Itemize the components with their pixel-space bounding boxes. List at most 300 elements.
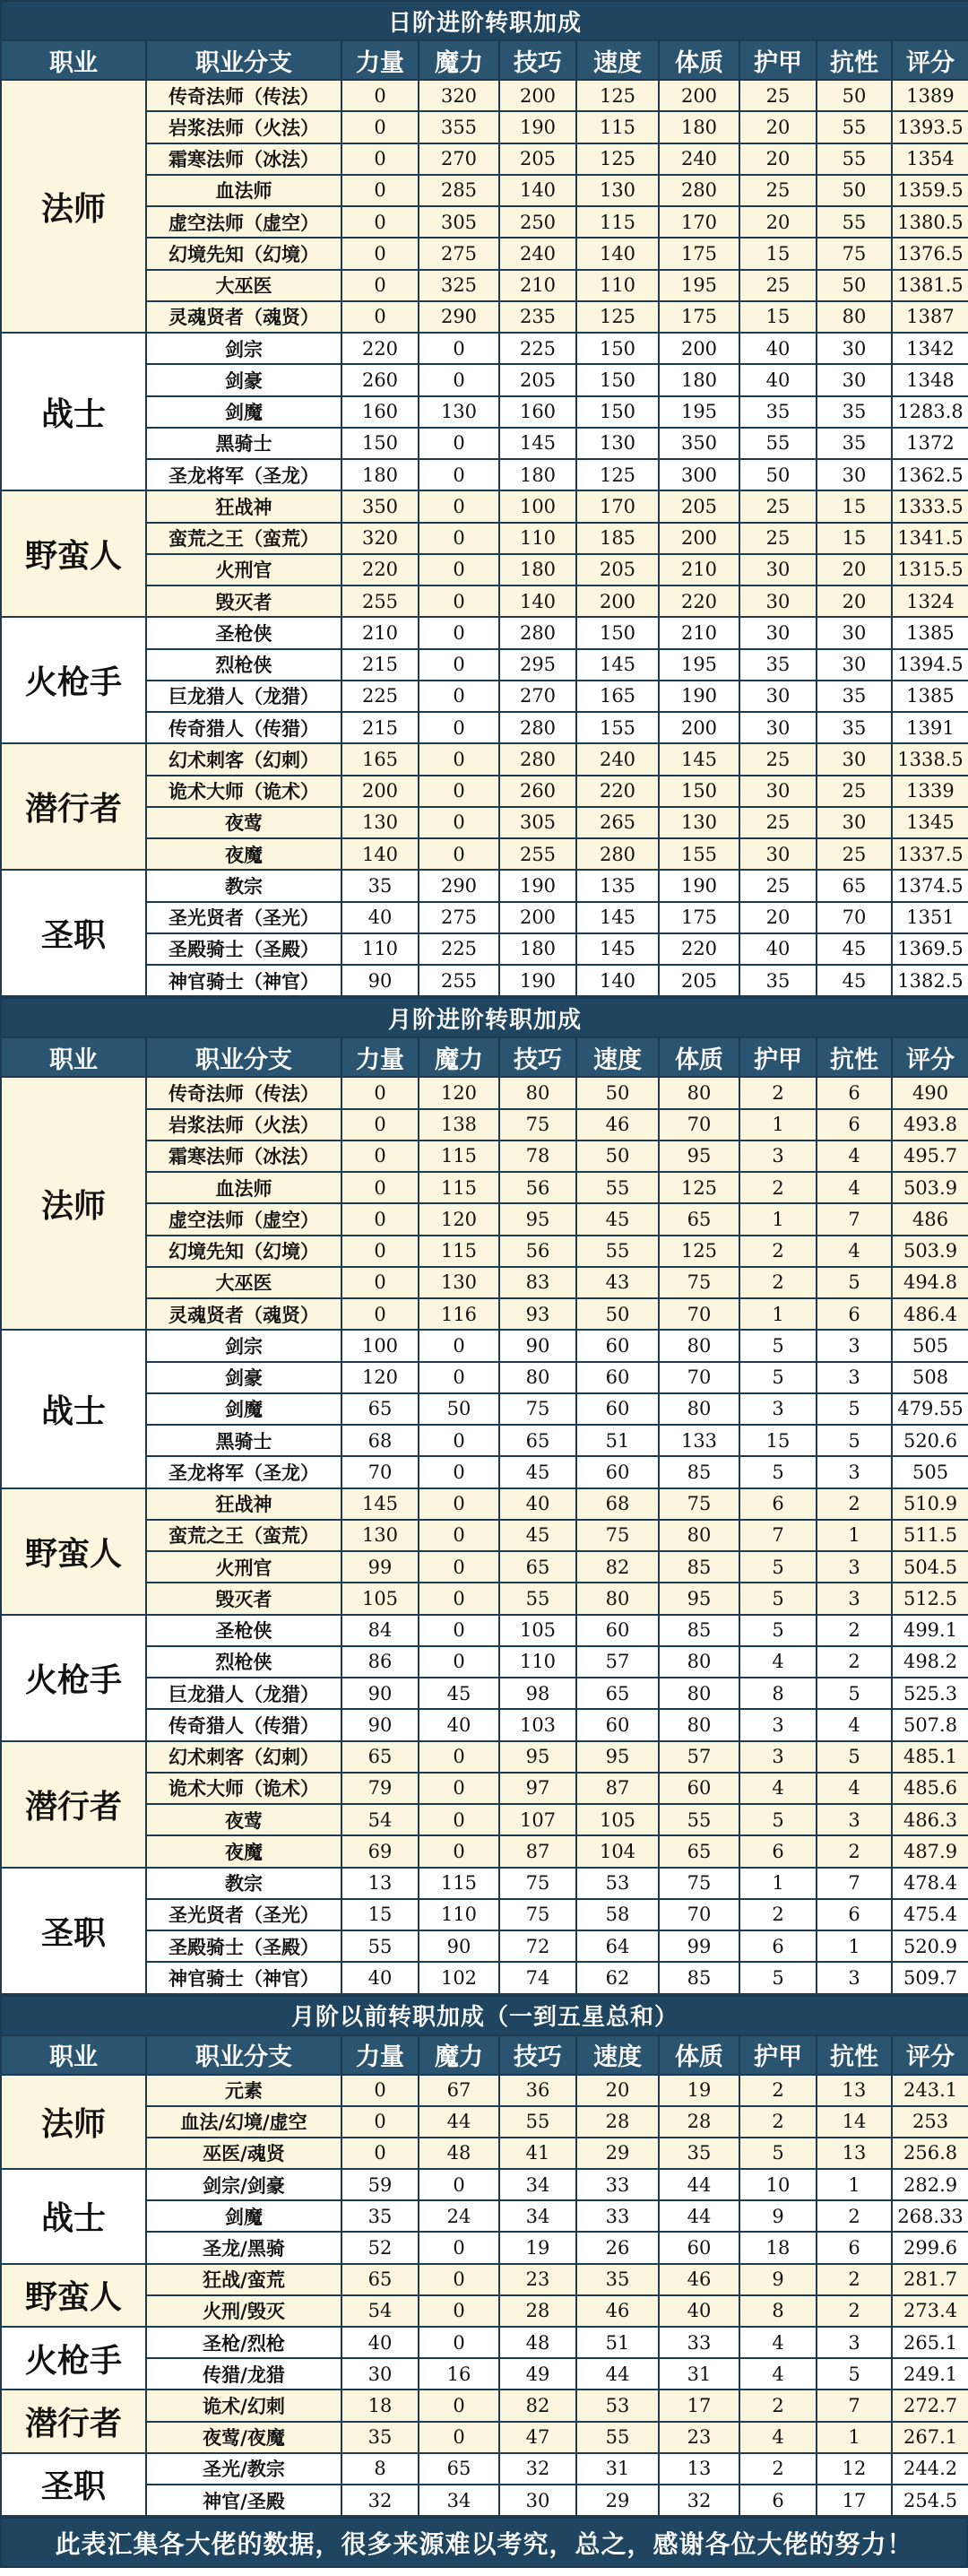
stat-cell: 6 [817, 2232, 892, 2263]
stat-cell: 220 [341, 333, 419, 364]
stat-cell: 65 [499, 1551, 576, 1583]
stat-cell: 35 [817, 396, 892, 428]
stat-cell: 244.2 [892, 2453, 968, 2485]
stat-cell: 485.6 [892, 1773, 968, 1804]
column-header: 技巧 [499, 2035, 576, 2075]
stat-cell: 5 [817, 1425, 892, 1456]
stat-cell: 44 [576, 2358, 659, 2390]
stat-cell: 30 [817, 333, 892, 364]
stat-cell: 35 [817, 428, 892, 459]
stat-cell: 475.4 [892, 1899, 968, 1930]
stat-cell: 7 [817, 1203, 892, 1235]
stat-cell: 299.6 [892, 2232, 968, 2263]
table-row [1, 206, 968, 238]
branch-cell: 教宗 [146, 1868, 341, 1899]
stat-cell: 130 [659, 807, 739, 838]
stat-cell: 120 [419, 1203, 499, 1235]
stat-cell: 2 [817, 1835, 892, 1867]
stat-cell: 50 [576, 1298, 659, 1330]
stat-cell: 0 [341, 1298, 419, 1330]
stat-cell: 48 [419, 2138, 499, 2169]
stat-cell: 70 [659, 1362, 739, 1393]
stat-cell: 125 [576, 80, 659, 111]
stat-cell: 0 [341, 301, 419, 333]
stat-cell: 140 [341, 838, 419, 870]
stat-cell: 285 [419, 175, 499, 206]
stat-cell: 0 [341, 143, 419, 175]
stat-cell: 5 [739, 1583, 817, 1614]
stat-cell: 3 [817, 1330, 892, 1361]
column-header: 评分 [892, 40, 968, 80]
stat-cell: 254.5 [892, 2485, 968, 2516]
branch-cell: 灵魂贤者（魂贤） [146, 1298, 341, 1330]
stat-cell: 5 [817, 1267, 892, 1298]
column-header: 职业分支 [146, 2035, 341, 2075]
table-row [1, 2169, 968, 2200]
stat-cell: 280 [659, 175, 739, 206]
table-row [1, 2295, 968, 2327]
moon-tier-table [0, 997, 968, 1994]
stat-cell: 1 [817, 1520, 892, 1551]
stat-cell: 51 [576, 2327, 659, 2358]
column-header: 体质 [659, 2035, 739, 2075]
column-header: 职业 [1, 40, 146, 80]
stat-cell: 40 [341, 1962, 419, 1993]
stat-cell: 116 [419, 1298, 499, 1330]
stat-cell: 31 [576, 2453, 659, 2485]
table-row [1, 1109, 968, 1141]
stat-cell: 20 [817, 585, 892, 617]
stat-cell: 150 [341, 428, 419, 459]
stat-cell: 60 [576, 1456, 659, 1487]
stat-cell: 1359.5 [892, 175, 968, 206]
table-row [1, 554, 968, 585]
stat-cell: 130 [341, 807, 419, 838]
stat-cell: 1342 [892, 333, 968, 364]
branch-cell: 圣龙将军（圣龙） [146, 459, 341, 490]
stat-cell: 4 [817, 1773, 892, 1804]
stat-cell: 30 [499, 2485, 576, 2516]
stat-cell: 0 [419, 459, 499, 490]
table-row [1, 2485, 968, 2516]
stat-cell: 82 [499, 2390, 576, 2421]
stat-cell: 508 [892, 1362, 968, 1393]
stat-cell: 1341.5 [892, 523, 968, 554]
stat-cell: 0 [341, 206, 419, 238]
stat-cell: 145 [576, 649, 659, 681]
stat-cell: 55 [739, 428, 817, 459]
stat-cell: 13 [817, 2138, 892, 2169]
branch-cell: 圣光贤者（圣光） [146, 902, 341, 933]
branch-cell: 幻境先知（幻境） [146, 1236, 341, 1267]
stat-cell: 150 [576, 396, 659, 428]
stat-cell: 50 [817, 175, 892, 206]
stat-cell: 200 [499, 80, 576, 111]
stat-cell: 97 [499, 1773, 576, 1804]
stat-cell: 0 [341, 1172, 419, 1203]
table-row [1, 681, 968, 712]
stat-cell: 175 [659, 301, 739, 333]
stat-cell: 1345 [892, 807, 968, 838]
stat-cell: 0 [419, 617, 499, 648]
stat-cell: 100 [499, 490, 576, 522]
section-title: 月阶以前转职加成（一到五星总和） [1, 1996, 968, 2035]
branch-cell: 烈枪侠 [146, 649, 341, 681]
table-row [1, 1298, 968, 1330]
stat-cell: 99 [341, 1551, 419, 1583]
table-row [1, 1835, 968, 1867]
stat-cell: 280 [576, 838, 659, 870]
stat-cell: 18 [739, 2232, 817, 2263]
branch-cell: 夜魔 [146, 1835, 341, 1867]
stat-cell: 265 [576, 807, 659, 838]
stat-cell: 190 [499, 111, 576, 143]
stat-cell: 51 [576, 1425, 659, 1456]
stat-cell: 355 [419, 111, 499, 143]
stat-cell: 35 [659, 2138, 739, 2169]
table-row [1, 396, 968, 428]
stat-cell: 486 [892, 1203, 968, 1235]
stat-cell: 68 [341, 1425, 419, 1456]
stat-cell: 44 [659, 2200, 739, 2232]
stat-cell: 107 [499, 1804, 576, 1835]
stat-cell: 1351 [892, 902, 968, 933]
stat-cell: 2 [817, 1488, 892, 1520]
job-class-cell: 战士 [1, 2169, 146, 2264]
table-row [1, 1456, 968, 1487]
stat-cell: 280 [499, 743, 576, 775]
stat-cell: 165 [576, 681, 659, 712]
stat-cell: 20 [576, 2075, 659, 2106]
table-row [1, 2358, 968, 2390]
stat-cell: 59 [341, 2169, 419, 2200]
stat-cell: 0 [341, 1109, 419, 1141]
stat-cell: 55 [341, 1930, 419, 1962]
stat-cell: 180 [499, 459, 576, 490]
branch-cell: 剑宗/剑豪 [146, 2169, 341, 2200]
stat-cell: 103 [499, 1709, 576, 1740]
stat-cell: 1 [817, 1930, 892, 1962]
stat-cell: 2 [817, 2200, 892, 2232]
stat-cell: 30 [817, 364, 892, 395]
stat-cell: 70 [817, 902, 892, 933]
stat-cell: 6 [817, 1077, 892, 1108]
stat-cell: 0 [341, 175, 419, 206]
stat-cell: 80 [659, 1520, 739, 1551]
table-row [1, 1962, 968, 1993]
stat-cell: 175 [659, 902, 739, 933]
table-row [1, 1773, 968, 1804]
stat-cell: 503.9 [892, 1236, 968, 1267]
stat-cell: 65 [659, 1835, 739, 1867]
stat-cell: 55 [817, 206, 892, 238]
stat-cell: 80 [659, 1709, 739, 1740]
stat-cell: 0 [419, 2169, 499, 2200]
stat-cell: 2 [817, 2295, 892, 2327]
branch-cell: 血法师 [146, 1172, 341, 1203]
stat-cell: 1376.5 [892, 238, 968, 269]
column-header: 速度 [576, 1037, 659, 1077]
stat-cell: 55 [499, 2106, 576, 2138]
stat-cell: 28 [659, 2106, 739, 2138]
branch-cell: 巫医/魂贤 [146, 2138, 341, 2169]
job-class-cell: 圣职 [1, 2453, 146, 2516]
stat-cell: 30 [739, 585, 817, 617]
stat-cell: 5 [739, 1804, 817, 1835]
stat-cell: 8 [739, 2295, 817, 2327]
stat-cell: 45 [499, 1520, 576, 1551]
stat-cell: 35 [739, 396, 817, 428]
stat-cell: 30 [817, 617, 892, 648]
stat-cell: 32 [499, 2453, 576, 2485]
stat-cell: 60 [659, 2232, 739, 2263]
stat-cell: 0 [419, 2264, 499, 2295]
table-row [1, 1172, 968, 1203]
stat-cell: 87 [499, 1835, 576, 1867]
stat-cell: 487.9 [892, 1835, 968, 1867]
table-row [1, 585, 968, 617]
stat-cell: 30 [739, 617, 817, 648]
stat-cell: 65 [341, 2264, 419, 2295]
stat-cell: 0 [341, 1203, 419, 1235]
stat-cell: 281.7 [892, 2264, 968, 2295]
branch-cell: 诡术/幻刺 [146, 2390, 341, 2421]
table-row [1, 2264, 968, 2295]
stat-cell: 69 [341, 1835, 419, 1867]
stat-cell: 70 [659, 1109, 739, 1141]
branch-cell: 狂战/蛮荒 [146, 2264, 341, 2295]
stat-cell: 220 [341, 554, 419, 585]
stat-cell: 6 [739, 1835, 817, 1867]
table-row [1, 270, 968, 301]
stat-cell: 325 [419, 270, 499, 301]
branch-cell: 幻术刺客（幻刺） [146, 1741, 341, 1773]
stat-cell: 2 [739, 2106, 817, 2138]
table-row [1, 965, 968, 996]
stat-cell: 485.1 [892, 1741, 968, 1773]
stat-cell: 479.55 [892, 1393, 968, 1425]
stat-cell: 98 [499, 1678, 576, 1709]
stat-cell: 102 [419, 1962, 499, 1993]
stat-cell: 150 [659, 776, 739, 807]
stat-cell: 273.4 [892, 2295, 968, 2327]
stat-cell: 5 [739, 1551, 817, 1583]
stat-cell: 295 [499, 649, 576, 681]
stat-cell: 85 [659, 1456, 739, 1487]
stat-cell: 40 [659, 2295, 739, 2327]
stat-cell: 1324 [892, 585, 968, 617]
stat-cell: 53 [576, 1868, 659, 1899]
stat-cell: 225 [341, 681, 419, 712]
stat-cell: 75 [499, 1109, 576, 1141]
stat-cell: 503.9 [892, 1172, 968, 1203]
stat-cell: 49 [499, 2358, 576, 2390]
stat-cell: 1 [739, 1868, 817, 1899]
branch-cell: 圣枪/烈枪 [146, 2327, 341, 2358]
stat-cell: 0 [419, 807, 499, 838]
stat-cell: 44 [659, 2169, 739, 2200]
stat-cell: 30 [817, 459, 892, 490]
stat-cell: 350 [341, 490, 419, 522]
stat-cell: 95 [576, 1741, 659, 1773]
branch-cell: 血法/幻境/虚空 [146, 2106, 341, 2138]
branch-cell: 毁灭者 [146, 585, 341, 617]
branch-cell: 巨龙猎人（龙猎） [146, 1678, 341, 1709]
stat-cell: 18 [341, 2390, 419, 2421]
stat-cell: 130 [576, 175, 659, 206]
stat-cell: 205 [499, 364, 576, 395]
stat-cell: 35 [341, 870, 419, 901]
branch-cell: 圣殿骑士（圣殿） [146, 933, 341, 965]
table-row [1, 1330, 968, 1361]
stat-cell: 170 [576, 490, 659, 522]
stat-cell: 511.5 [892, 1520, 968, 1551]
stat-cell: 60 [576, 1330, 659, 1361]
table-row [1, 1615, 968, 1646]
stat-cell: 240 [576, 743, 659, 775]
table-row [1, 1203, 968, 1235]
stat-cell: 120 [419, 1077, 499, 1108]
column-header: 抗性 [817, 40, 892, 80]
stat-cell: 55 [499, 1583, 576, 1614]
stat-cell: 4 [739, 2358, 817, 2390]
stat-cell: 0 [419, 333, 499, 364]
stat-cell: 33 [659, 2327, 739, 2358]
stat-cell: 85 [659, 1551, 739, 1583]
stat-cell: 4 [739, 1773, 817, 1804]
branch-cell: 元素 [146, 2075, 341, 2106]
stat-cell: 0 [419, 2422, 499, 2453]
stat-cell: 140 [499, 175, 576, 206]
job-class-cell: 法师 [1, 80, 146, 333]
stat-cell: 305 [419, 206, 499, 238]
stat-cell: 80 [659, 1393, 739, 1425]
stat-cell: 33 [576, 2169, 659, 2200]
stat-cell: 240 [499, 238, 576, 269]
branch-cell: 蛮荒之王（蛮荒） [146, 523, 341, 554]
stat-cell: 95 [499, 1741, 576, 1773]
stat-cell: 40 [341, 902, 419, 933]
column-header: 体质 [659, 1037, 739, 1077]
stat-cell: 2 [739, 2075, 817, 2106]
stat-cell: 270 [419, 143, 499, 175]
stat-cell: 145 [499, 428, 576, 459]
stat-cell: 75 [659, 1868, 739, 1899]
stat-cell: 104 [576, 1835, 659, 1867]
job-class-cell: 潜行者 [1, 2390, 146, 2452]
table-row [1, 1236, 968, 1267]
stat-cell: 1385 [892, 681, 968, 712]
stat-cell: 31 [659, 2358, 739, 2390]
stat-cell: 525.3 [892, 1678, 968, 1709]
column-header: 魔力 [419, 40, 499, 80]
stat-cell: 490 [892, 1077, 968, 1108]
stat-cell: 50 [817, 80, 892, 111]
stat-cell: 235 [499, 301, 576, 333]
stat-cell: 0 [419, 1646, 499, 1678]
stat-cell: 220 [659, 933, 739, 965]
stat-cell: 0 [419, 1488, 499, 1520]
table-row [1, 1267, 968, 1298]
stat-cell: 13 [341, 1868, 419, 1899]
stat-cell: 30 [817, 649, 892, 681]
stat-cell: 55 [817, 111, 892, 143]
stat-cell: 4 [739, 2422, 817, 2453]
branch-cell: 蛮荒之王（蛮荒） [146, 1520, 341, 1551]
stat-cell: 0 [419, 1615, 499, 1646]
stat-cell: 45 [499, 1456, 576, 1487]
stat-cell: 486.4 [892, 1298, 968, 1330]
stat-cell: 1381.5 [892, 270, 968, 301]
stat-cell: 15 [739, 1425, 817, 1456]
branch-cell: 幻境先知（幻境） [146, 238, 341, 269]
stat-cell: 512.5 [892, 1583, 968, 1614]
job-class-cell: 战士 [1, 1330, 146, 1487]
stat-cell: 23 [659, 2422, 739, 2453]
stat-cell: 275 [419, 238, 499, 269]
stat-cell: 47 [499, 2422, 576, 2453]
stat-cell: 0 [341, 238, 419, 269]
stat-cell: 75 [576, 1520, 659, 1551]
stat-cell: 45 [419, 1678, 499, 1709]
stat-cell: 90 [341, 1678, 419, 1709]
stat-cell: 300 [659, 459, 739, 490]
stat-cell: 46 [659, 2264, 739, 2295]
stat-cell: 200 [576, 585, 659, 617]
stat-cell: 215 [341, 712, 419, 743]
column-header: 力量 [341, 2035, 419, 2075]
job-class-cell: 火枪手 [1, 1615, 146, 1741]
stat-cell: 55 [576, 1172, 659, 1203]
stat-cell: 33 [576, 2200, 659, 2232]
stat-cell: 5 [739, 1362, 817, 1393]
stat-cell: 130 [341, 1520, 419, 1551]
column-header: 抗性 [817, 1037, 892, 1077]
stat-cell: 175 [659, 238, 739, 269]
stat-cell: 110 [499, 1646, 576, 1678]
stat-cell: 79 [341, 1773, 419, 1804]
stat-cell: 5 [739, 1330, 817, 1361]
stat-cell: 1380.5 [892, 206, 968, 238]
stat-cell: 35 [576, 2264, 659, 2295]
stat-cell: 210 [659, 554, 739, 585]
stat-cell: 0 [341, 1236, 419, 1267]
stat-cell: 520.9 [892, 1930, 968, 1962]
stat-cell: 190 [499, 965, 576, 996]
stat-cell: 17 [817, 2485, 892, 2516]
stat-cell: 150 [576, 364, 659, 395]
stat-cell: 6 [817, 1899, 892, 1930]
stat-cell: 133 [659, 1425, 739, 1456]
stat-cell: 2 [739, 1236, 817, 1267]
stat-cell: 25 [739, 490, 817, 522]
stat-cell: 28 [576, 2106, 659, 2138]
table-row [1, 523, 968, 554]
job-class-cell: 火枪手 [1, 617, 146, 743]
stat-cell: 40 [419, 1709, 499, 1740]
stat-cell: 16 [419, 2358, 499, 2390]
branch-cell: 黑骑士 [146, 1425, 341, 1456]
stat-cell: 85 [659, 1615, 739, 1646]
stat-cell: 80 [659, 1077, 739, 1108]
table-row [1, 649, 968, 681]
stat-cell: 75 [499, 1899, 576, 1930]
stat-cell: 1354 [892, 143, 968, 175]
column-header: 力量 [341, 40, 419, 80]
stat-cell: 115 [576, 111, 659, 143]
stat-cell: 99 [659, 1930, 739, 1962]
stat-cell: 1369.5 [892, 933, 968, 965]
